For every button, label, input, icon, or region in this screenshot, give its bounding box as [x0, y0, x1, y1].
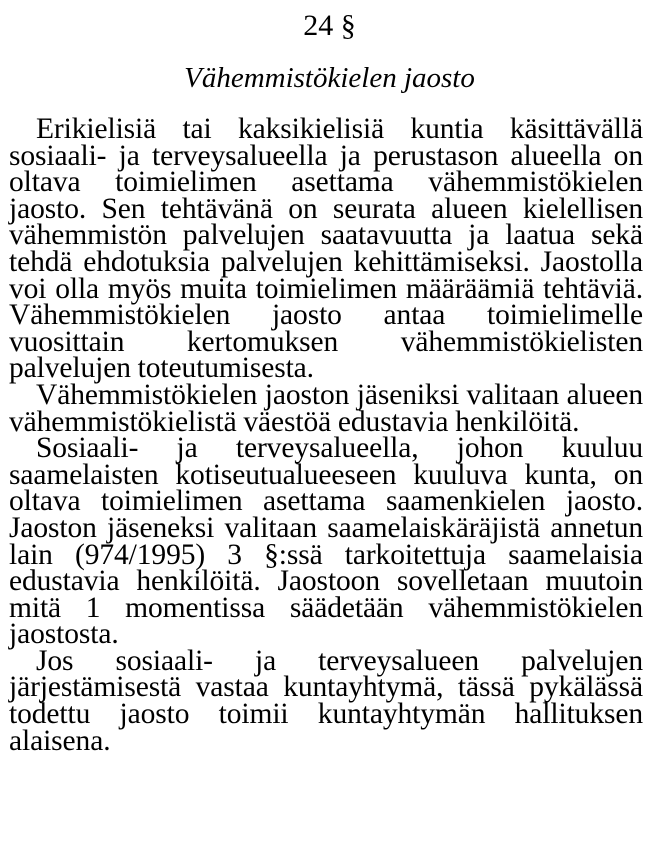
- section-number: 24 §: [303, 9, 356, 42]
- paragraph-3: Sosiaali- ja terveysalueella, johon kuuluu saamelaisten kotiseutualueeseen kuuluva kunta, on oltava toimielimen asettama saamenkielen jaosto. Jaoston jäseneksi valitaan saamelaiskäräjistä annetun lain (974/1995) 3 §:ssä tarkoitettuja saamelaisia edustavia henkilöitä. Jaostoon sovelletaan muutoin mitä 1 momentissa säädetään vähemmistökielen jaostosta.: [9, 432, 643, 651]
- paragraph-2: Vähemmistökielen jaoston jäseniksi valitaan alueen vähemmistökielistä väestöä edustavia henkilöitä.: [9, 378, 643, 438]
- section-body: [9, 113, 643, 757]
- section-title: Vähemmistökielen jaosto: [184, 62, 475, 94]
- paragraph-4: Jos sosiaali- ja terveysalueen palvelujen järjestämisestä vastaa kuntayhtymä, tässä pykälässä todettu jaosto toimii kuntayhtymän hallituksen alaisena.: [9, 644, 643, 757]
- paragraph-1: Erikielisiä tai kaksikielisiä kuntia käsittävällä sosiaali- ja terveysalueella ja perustason alueella on oltava toimielimen asettama vähemmistökielen jaosto. Sen tehtävänä on seurata alueen kielellisen vähemmistön palvelujen saatavuutta ja laatua sekä tehdä ehdotuksia palvelujen kehittämiseksi. Jaostolla voi olla myös muita toimielimen määräämiä tehtäviä. Vähemmistökielen jaosto antaa toimielimelle vuosittain kertomuksen vähemmistökielisten palvelujen toteutumisesta.: [9, 113, 643, 385]
